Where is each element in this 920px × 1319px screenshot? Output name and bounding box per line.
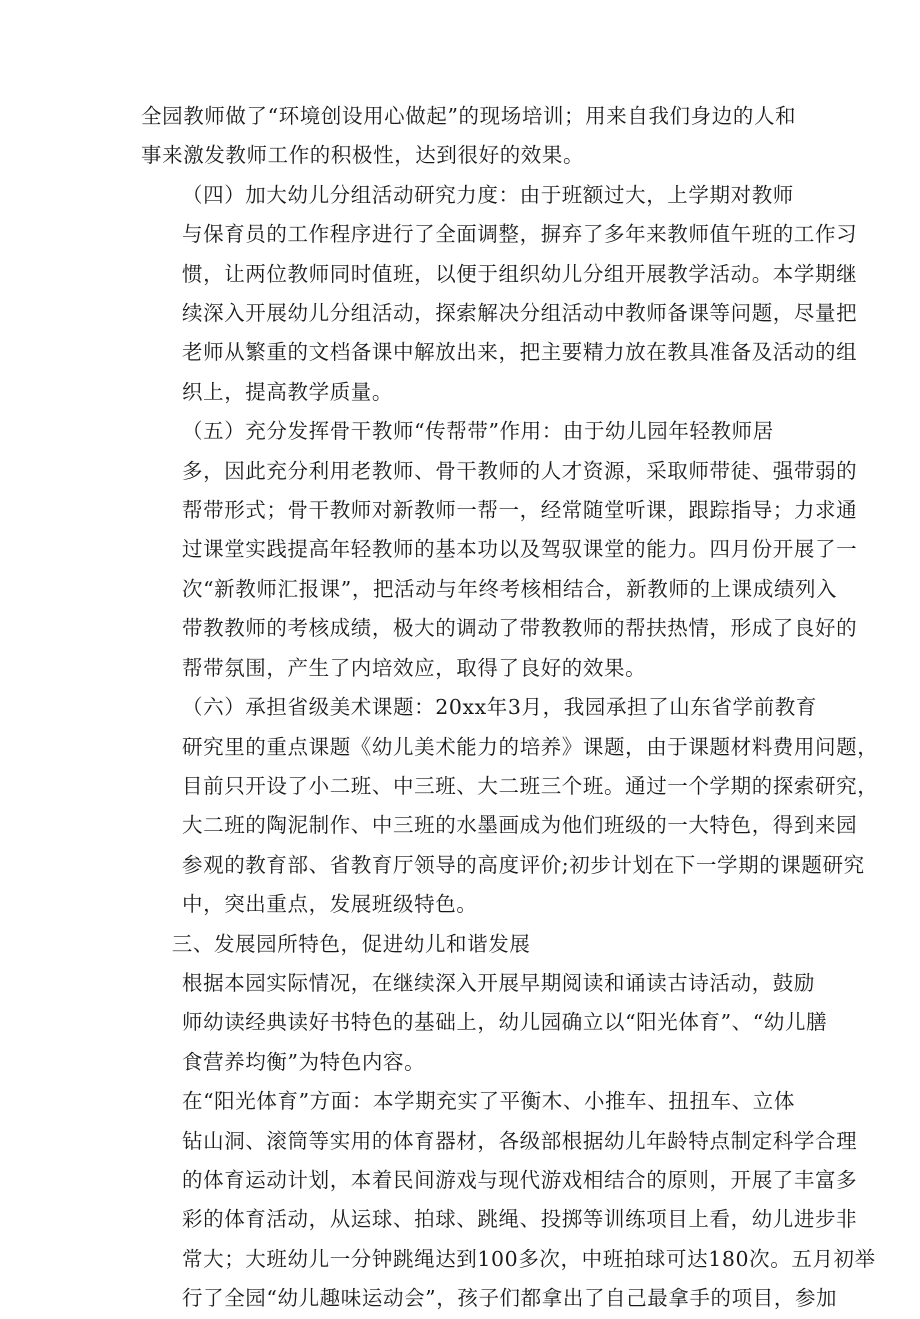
paragraph-mentoring [141, 412, 858, 688]
text-line: 过课堂实践提高年轻教师的基本功以及驾驭课堂的能力。四月份开展了一 [182, 537, 858, 562]
text-line: （六）承担省级美术课题：20xx年3月，我园承担了山东省学前教育 [182, 695, 817, 720]
text-line: 中，突出重点，发展班级特色。 [182, 892, 478, 917]
text-line: 参观的教育部、省教育厅领导的高度评价;初步计划在下一学期的课题研究 [182, 852, 865, 877]
section-heading [141, 925, 791, 964]
text-line: 钻山洞、滚筒等实用的体育器材，各级部根据幼儿年龄特点制定科学合理 [182, 1128, 858, 1153]
heading-text: 三、发展园所特色，促进幼儿和谐发展 [171, 931, 531, 956]
text-line: 行了全园“幼儿趣味运动会”，孩子们都拿出了自己最拿手的项目，参加 [182, 1286, 838, 1311]
text-line: 带教教师的考核成绩，极大的调动了带教教师的帮扶热情，形成了良好的 [182, 616, 858, 641]
text-line: 研究里的重点课题《幼儿美术能力的培养》课题，由于课题材料费用问题， [182, 734, 879, 759]
text-line: 织上，提高教学质量。 [182, 379, 393, 404]
text-line: 事来激发教师工作的积极性，达到很好的效果。 [141, 143, 585, 168]
text-line: 与保育员的工作程序进行了全面调整，摒弃了多年来教师值午班的工作习 [182, 222, 858, 247]
text-line: 次“新教师汇报课”，把活动与年终考核相结合，新教师的上课成绩列入 [182, 576, 838, 601]
text-line: 惯，让两位教师同时值班，以便于组织幼儿分组开展教学活动。本学期继 [182, 261, 858, 286]
paragraph-features [141, 964, 828, 1082]
text-line: 多，因此充分利用老教师、骨干教师的人才资源，采取师带徒、强带弱的 [182, 458, 858, 483]
text-line: 续深入开展幼儿分组活动，探索解决分组活动中教师备课等问题，尽量把 [182, 301, 858, 326]
document-body [141, 97, 879, 1319]
text-line: 的体育运动计划，本着民间游戏与现代游戏相结合的原则，开展了丰富多 [182, 1167, 858, 1192]
text-line: 帮带形式；骨干教师对新教师一帮一，经常随堂听课，跟踪指导；力求通 [182, 498, 858, 523]
text-line: 老师从繁重的文档备课中解放出来，把主要精力放在教具准备及活动的组 [182, 340, 858, 365]
text-line: 帮带氛围，产生了内培效应，取得了良好的效果。 [182, 655, 647, 680]
text-line: 在“阳光体育”方面：本学期充实了平衡木、小推车、扭扭车、立体 [182, 1089, 795, 1114]
text-line: 根据本园实际情况，在继续深入开展早期阅读和诵读古诗活动，鼓励 [182, 970, 815, 995]
paragraph-group-activity [141, 176, 858, 412]
text-line: （四）加大幼儿分组活动研究力度：由于班额过大，上学期对教师 [182, 182, 794, 207]
text-line: 目前只开设了小二班、中三班、大二班三个班。通过一个学期的探索研究， [182, 773, 879, 798]
text-line: 食营养均衡”为特色内容。 [182, 1049, 426, 1074]
text-line: 大二班的陶泥制作、中三班的水墨画成为他们班级的一大特色，得到来园 [182, 813, 858, 838]
text-line: 常大；大班幼儿一分钟跳绳达到100多次，中班拍球可达180次。五月初举 [182, 1246, 876, 1271]
text-line: 彩的体育活动，从运球、拍球、跳绳、投掷等训练项目上看，幼儿进步非 [182, 1207, 858, 1232]
text-line: 全园教师做了“环境创设用心做起”的现场培训；用来自我们身边的人和 [141, 104, 797, 128]
paragraph-sunshine-sports [141, 1082, 876, 1318]
text-line: 师幼读经典读好书特色的基础上，幼儿园确立以“阳光体育”、“幼儿膳 [182, 1010, 828, 1035]
text-line: （五）充分发挥骨干教师“传帮带”作用：由于幼儿园年轻教师居 [182, 419, 774, 444]
paragraph-continuation [141, 97, 797, 176]
paragraph-art-project [141, 688, 879, 924]
